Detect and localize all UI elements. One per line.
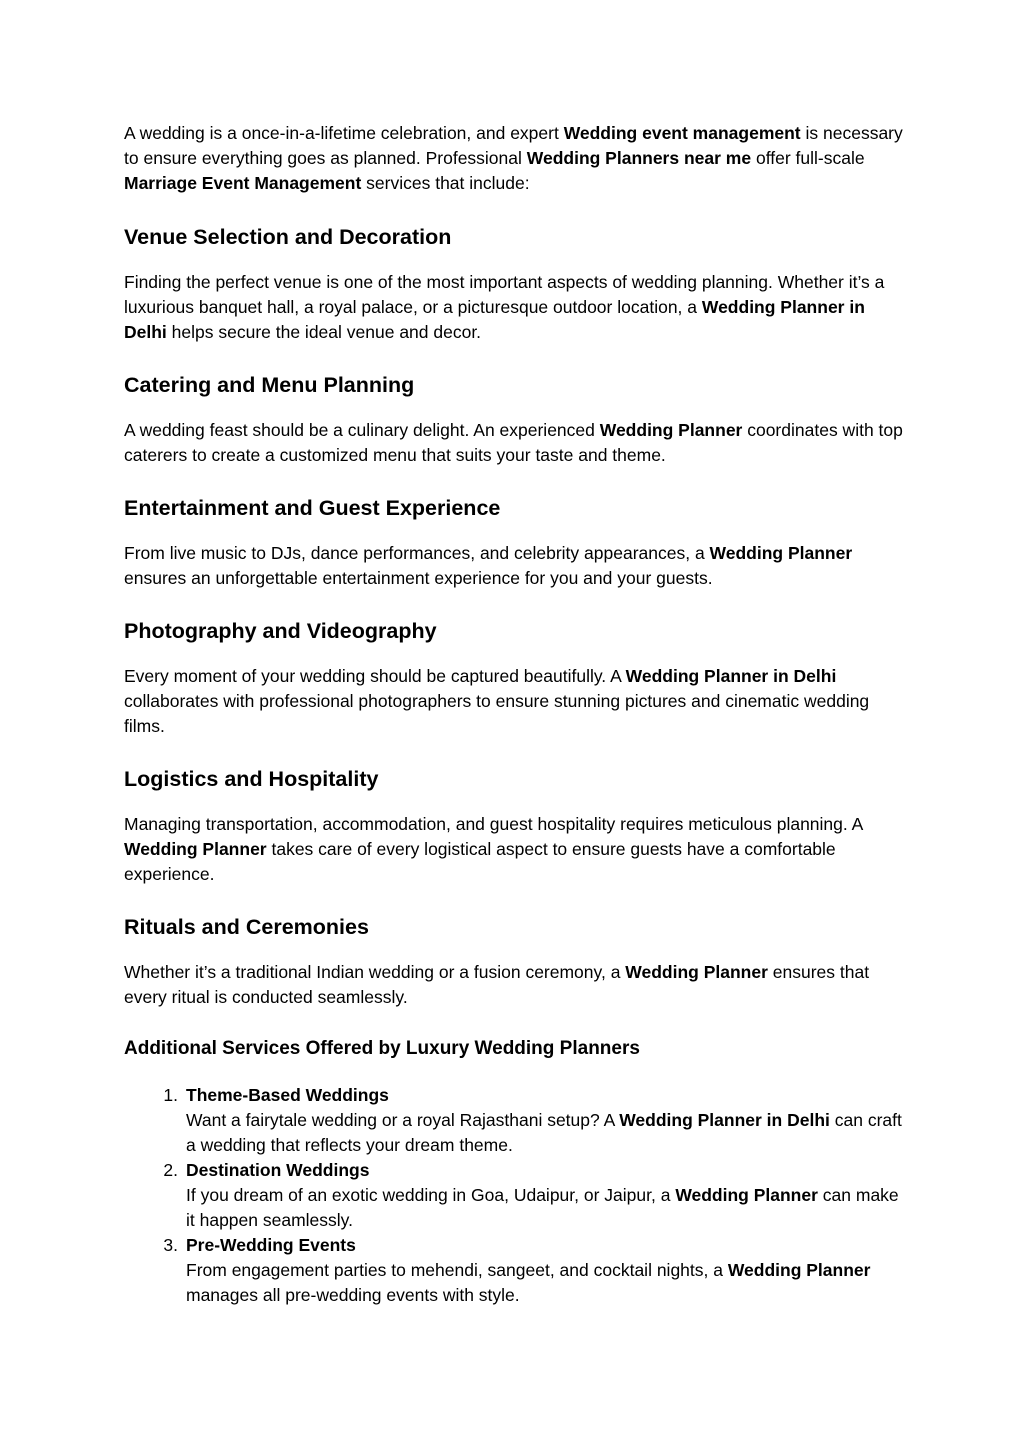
list-item-text: can craft a wedding that reflects your dream theme. (186, 1110, 902, 1155)
intro-bold-text: Wedding Planners near me (526, 148, 752, 168)
paragraph-text: collaborates with professional photographers to ensure stunning pictures and cinematic wedding films. (124, 691, 870, 736)
paragraph-bold-text: Wedding Planner (599, 420, 743, 440)
additional-services-heading: Additional Services Offered by Luxury Wedding Planners (124, 1038, 640, 1059)
list-item (124, 1233, 904, 1308)
list-item (124, 1158, 904, 1233)
intro-text: is necessary to ensure everything goes as planned. Professional (124, 123, 903, 168)
section-paragraph (124, 960, 904, 1010)
paragraph-text: A wedding feast should be a culinary delight. An experienced (124, 420, 600, 440)
intro-text: offer full-scale (751, 148, 865, 168)
paragraph-bold-text: Wedding Planner (625, 962, 768, 982)
paragraph-text: takes care of every logistical aspect to ensure guests have a comfortable experience. (124, 839, 836, 884)
paragraph-bold-text: Wedding Planner in Delhi (124, 297, 865, 342)
section-heading: Catering and Menu Planning (124, 373, 415, 397)
list-item (124, 1083, 904, 1158)
paragraph-text: helps secure the ideal venue and decor. (166, 322, 482, 342)
paragraph-bold-text: Wedding Planner (709, 543, 853, 563)
section-paragraph (124, 664, 904, 739)
list-item-description (186, 1108, 904, 1158)
paragraph-text: Every moment of your wedding should be captured beautifully. A (124, 666, 626, 686)
list-item-text: If you dream of an exotic wedding in Goa, Udaipur, or Jaipur, a (186, 1185, 676, 1205)
section-paragraph (124, 812, 904, 887)
list-item-text: From engagement parties to mehendi, sangeet, and cocktail nights, a (186, 1260, 728, 1280)
paragraph-text: Managing transportation, accommodation, and guest hospitality requires meticulous planning. A (124, 814, 863, 834)
paragraph-text: Whether it’s a traditional Indian wedding or a fusion ceremony, a (124, 962, 626, 982)
list-item-text: Want a fairytale wedding or a royal Rajasthani setup? A (186, 1110, 620, 1130)
paragraph-text: ensures an unforgettable entertainment experience for you and your guests. (124, 568, 713, 588)
section-heading: Logistics and Hospitality (124, 767, 379, 791)
section-paragraph (124, 541, 904, 591)
list-item-description (186, 1183, 904, 1233)
list-number: 3. (163, 1235, 178, 1255)
section-paragraph (124, 270, 904, 345)
paragraph-text: From live music to DJs, dance performances, and celebrity appearances, a (124, 543, 710, 563)
intro-text: A wedding is a once-in-a-lifetime celebration, and expert (124, 123, 564, 143)
additional-services-list (124, 1083, 904, 1308)
list-item-bold-text: Wedding Planner (727, 1260, 871, 1280)
list-item-title: Destination Weddings (186, 1160, 370, 1180)
section-heading: Photography and Videography (124, 619, 437, 643)
intro-paragraph (124, 121, 904, 196)
list-item-description (186, 1258, 904, 1308)
list-item-bold-text: Wedding Planner (675, 1185, 818, 1205)
intro-bold-text: Marriage Event Management (124, 173, 362, 193)
section-heading: Entertainment and Guest Experience (124, 496, 501, 520)
section-heading: Rituals and Ceremonies (124, 915, 369, 939)
list-number: 2. (163, 1160, 178, 1180)
list-item-bold-text: Wedding Planner in Delhi (619, 1110, 830, 1130)
intro-text: services that include: (361, 173, 530, 193)
paragraph-text: coordinates with top caterers to create a customized menu that suits your taste and theme. (124, 420, 903, 465)
paragraph-bold-text: Wedding Planner in Delhi (625, 666, 837, 686)
list-item-title: Theme-Based Weddings (186, 1085, 389, 1105)
list-item-title: Pre-Wedding Events (186, 1235, 356, 1255)
section-paragraph (124, 418, 904, 468)
list-number: 1. (163, 1085, 178, 1105)
paragraph-text: ensures that every ritual is conducted seamlessly. (124, 962, 870, 1007)
paragraph-bold-text: Wedding Planner (124, 839, 267, 859)
paragraph-text: Finding the perfect venue is one of the most important aspects of wedding planning. Whether it’s a luxurious banquet hall, a royal palace, or a picturesque outdoor location, a (124, 272, 885, 317)
section-heading: Venue Selection and Decoration (124, 225, 452, 249)
list-item-text: manages all pre-wedding events with style. (186, 1285, 520, 1305)
list-item-text: can make it happen seamlessly. (186, 1185, 899, 1230)
intro-bold-text: Wedding event management (563, 123, 801, 143)
